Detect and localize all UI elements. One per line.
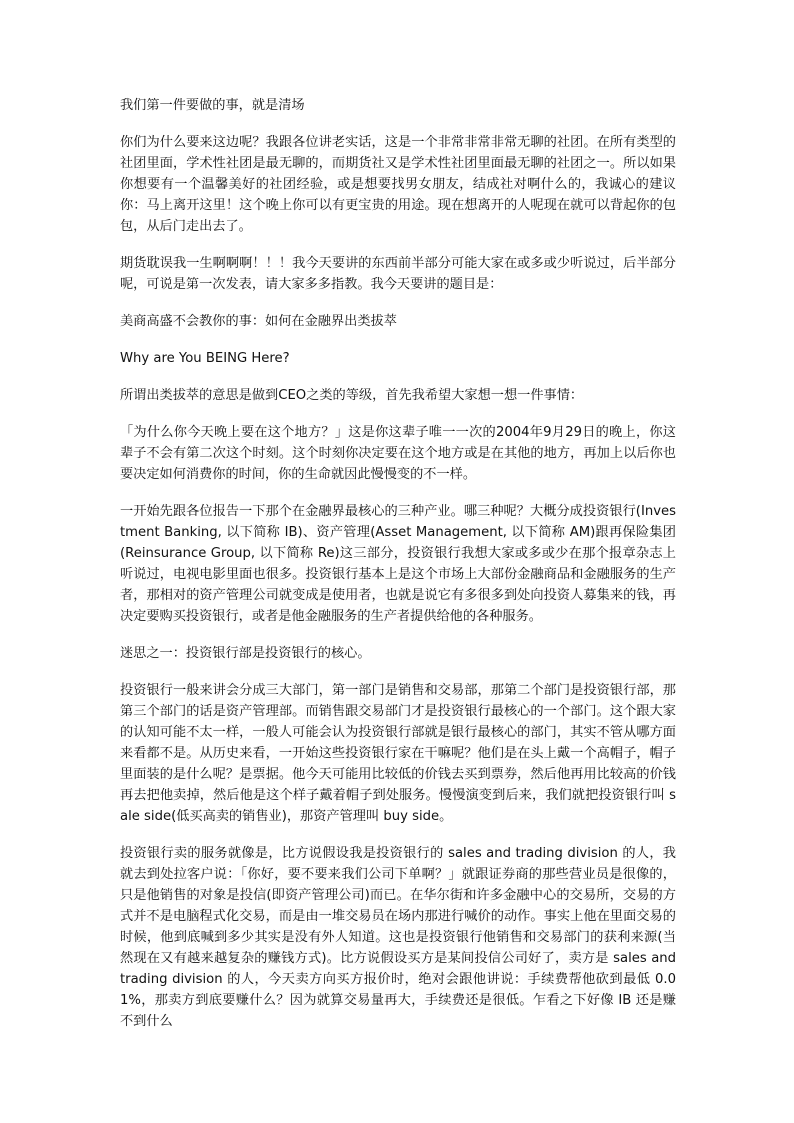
paragraph-three-industries: 一开始先跟各位报告一下那个在金融界最核心的三种产业。哪三种呢？大概分成投资银行(Investment Banking, 以下简称 IB)、资产管理(Asset Management, 以下简称 AM)跟再保险集团(Reinsurance Group, 以下简称 Re)这三部分，投资银行我想大家或多或少在那个报章杂志上听说过，电视电影里面也很多。投资银行基本上是这个市场上大部份金融商品和金融服务的生产者，那相对的资产管理公司就变成是使用者，也就是说它有多很多到处向投资人募集来的钱，再决定要购买投资银行，或者是他金融服务的生产者提供给他的各种服务。 (120, 504, 676, 624)
paragraph-ceo: 所谓出类拔萃的意思是做到CEO之类的等级，首先我希望大家想一想一件事情： (120, 388, 584, 403)
section-heading-why: Why are You BEING Here? (120, 351, 290, 366)
paragraph-this-moment: 「为什么你今天晚上要在这个地方？」这是你这辈子唯一一次的2004年9月29日的晚上，你这辈子不会有第二次这个时刻。这个时刻你决定要在这个地方或是在其他的地方，再加上以后你也要决定如何消费你的时间，你的生命就因此慢慢变的不一样。 (120, 425, 676, 482)
paragraph-club-warning: 你们为什么要来这边呢？我跟各位讲老实话，这是一个非常非常非常无聊的社团。在所有类型的社团里面，学术性社团是最无聊的，而期货社又是学术性社团里面最无聊的社团之一。所以如果你想要有一个温馨美好的社团经验，或是想要找男女朋友，结成社对啊什么的，我诚心的建议你：马上离开这里！这个晚上你可以有更宝贵的用途。现在想离开的人呢现在就可以背起你的包包，从后门走出去了。 (120, 135, 676, 234)
document-body (120, 95, 676, 1048)
talk-title: 美商高盛不会教你的事：如何在金融界出类拔萃 (120, 314, 397, 329)
myth-heading: 迷思之一：投资银行部是投资银行的核心。 (120, 646, 371, 661)
intro-heading: 我们第一件要做的事，就是清场 (120, 98, 305, 113)
paragraph-ib-departments: 投资银行一般来讲会分成三大部门，第一部门是销售和交易部，那第二个部门是投资银行部，那第三个部门的话是资产管理部。而销售跟交易部门才是投资银行最核心的一个部门。这个跟大家的认知可能不太一样，一般人可能会认为投资银行部就是银行最核心的部门，其实不管从哪方面来看都不是。从历史来看，一开始这些投资银行家在干嘛呢？他们是在头上戴一个高帽子，帽子里面装的是什么呢？是票据。他今天可能用比较低的价钱去买到票券，然后他再用比较高的价钱再去把他卖掉，然后他是这个样子戴着帽子到处服务。慢慢演变到后来，我们就把投资银行叫 sale side(低买高卖的销售业)，那资产管理叫 buy side。 (120, 683, 676, 824)
paragraph-sales-trading: 投资银行卖的服务就像是，比方说假设我是投资银行的 sales and trading division 的人，我就去到处拉客户说：「你好，要不要来我们公司下单啊？」就跟证券商的那些营业员是很像的，只是他销售的对象是投信(即资产管理公司)而已。在华尔街和许多金融中心的交易所，交易的方式并不是电脑程式化交易，而是由一堆交易员在场内那进行喊价的动作。事实上他在里面交易的时候，他到底喊到多少其实是没有外人知道。这也是投资银行他销售和交易部门的获利来源(当然现在又有越来越复杂的赚钱方式)。比方说假设买方是某间投信公司好了，卖方是 sales and trading division 的人，今天卖方向买方报价时，绝对会跟他讲说：手续费帮他砍到最低 0.01%，那卖方到底要赚什么？因为就算交易量再大，手续费还是很低。乍看之下好像 IB 还是赚不到什么 (120, 846, 676, 1029)
paragraph-topic-intro: 期货耽误我一生啊啊啊！！！我今天要讲的东西前半部分可能大家在或多或少听说过，后半部分呢，可说是第一次发表，请大家多多指教。我今天要讲的题目是： (120, 256, 676, 292)
